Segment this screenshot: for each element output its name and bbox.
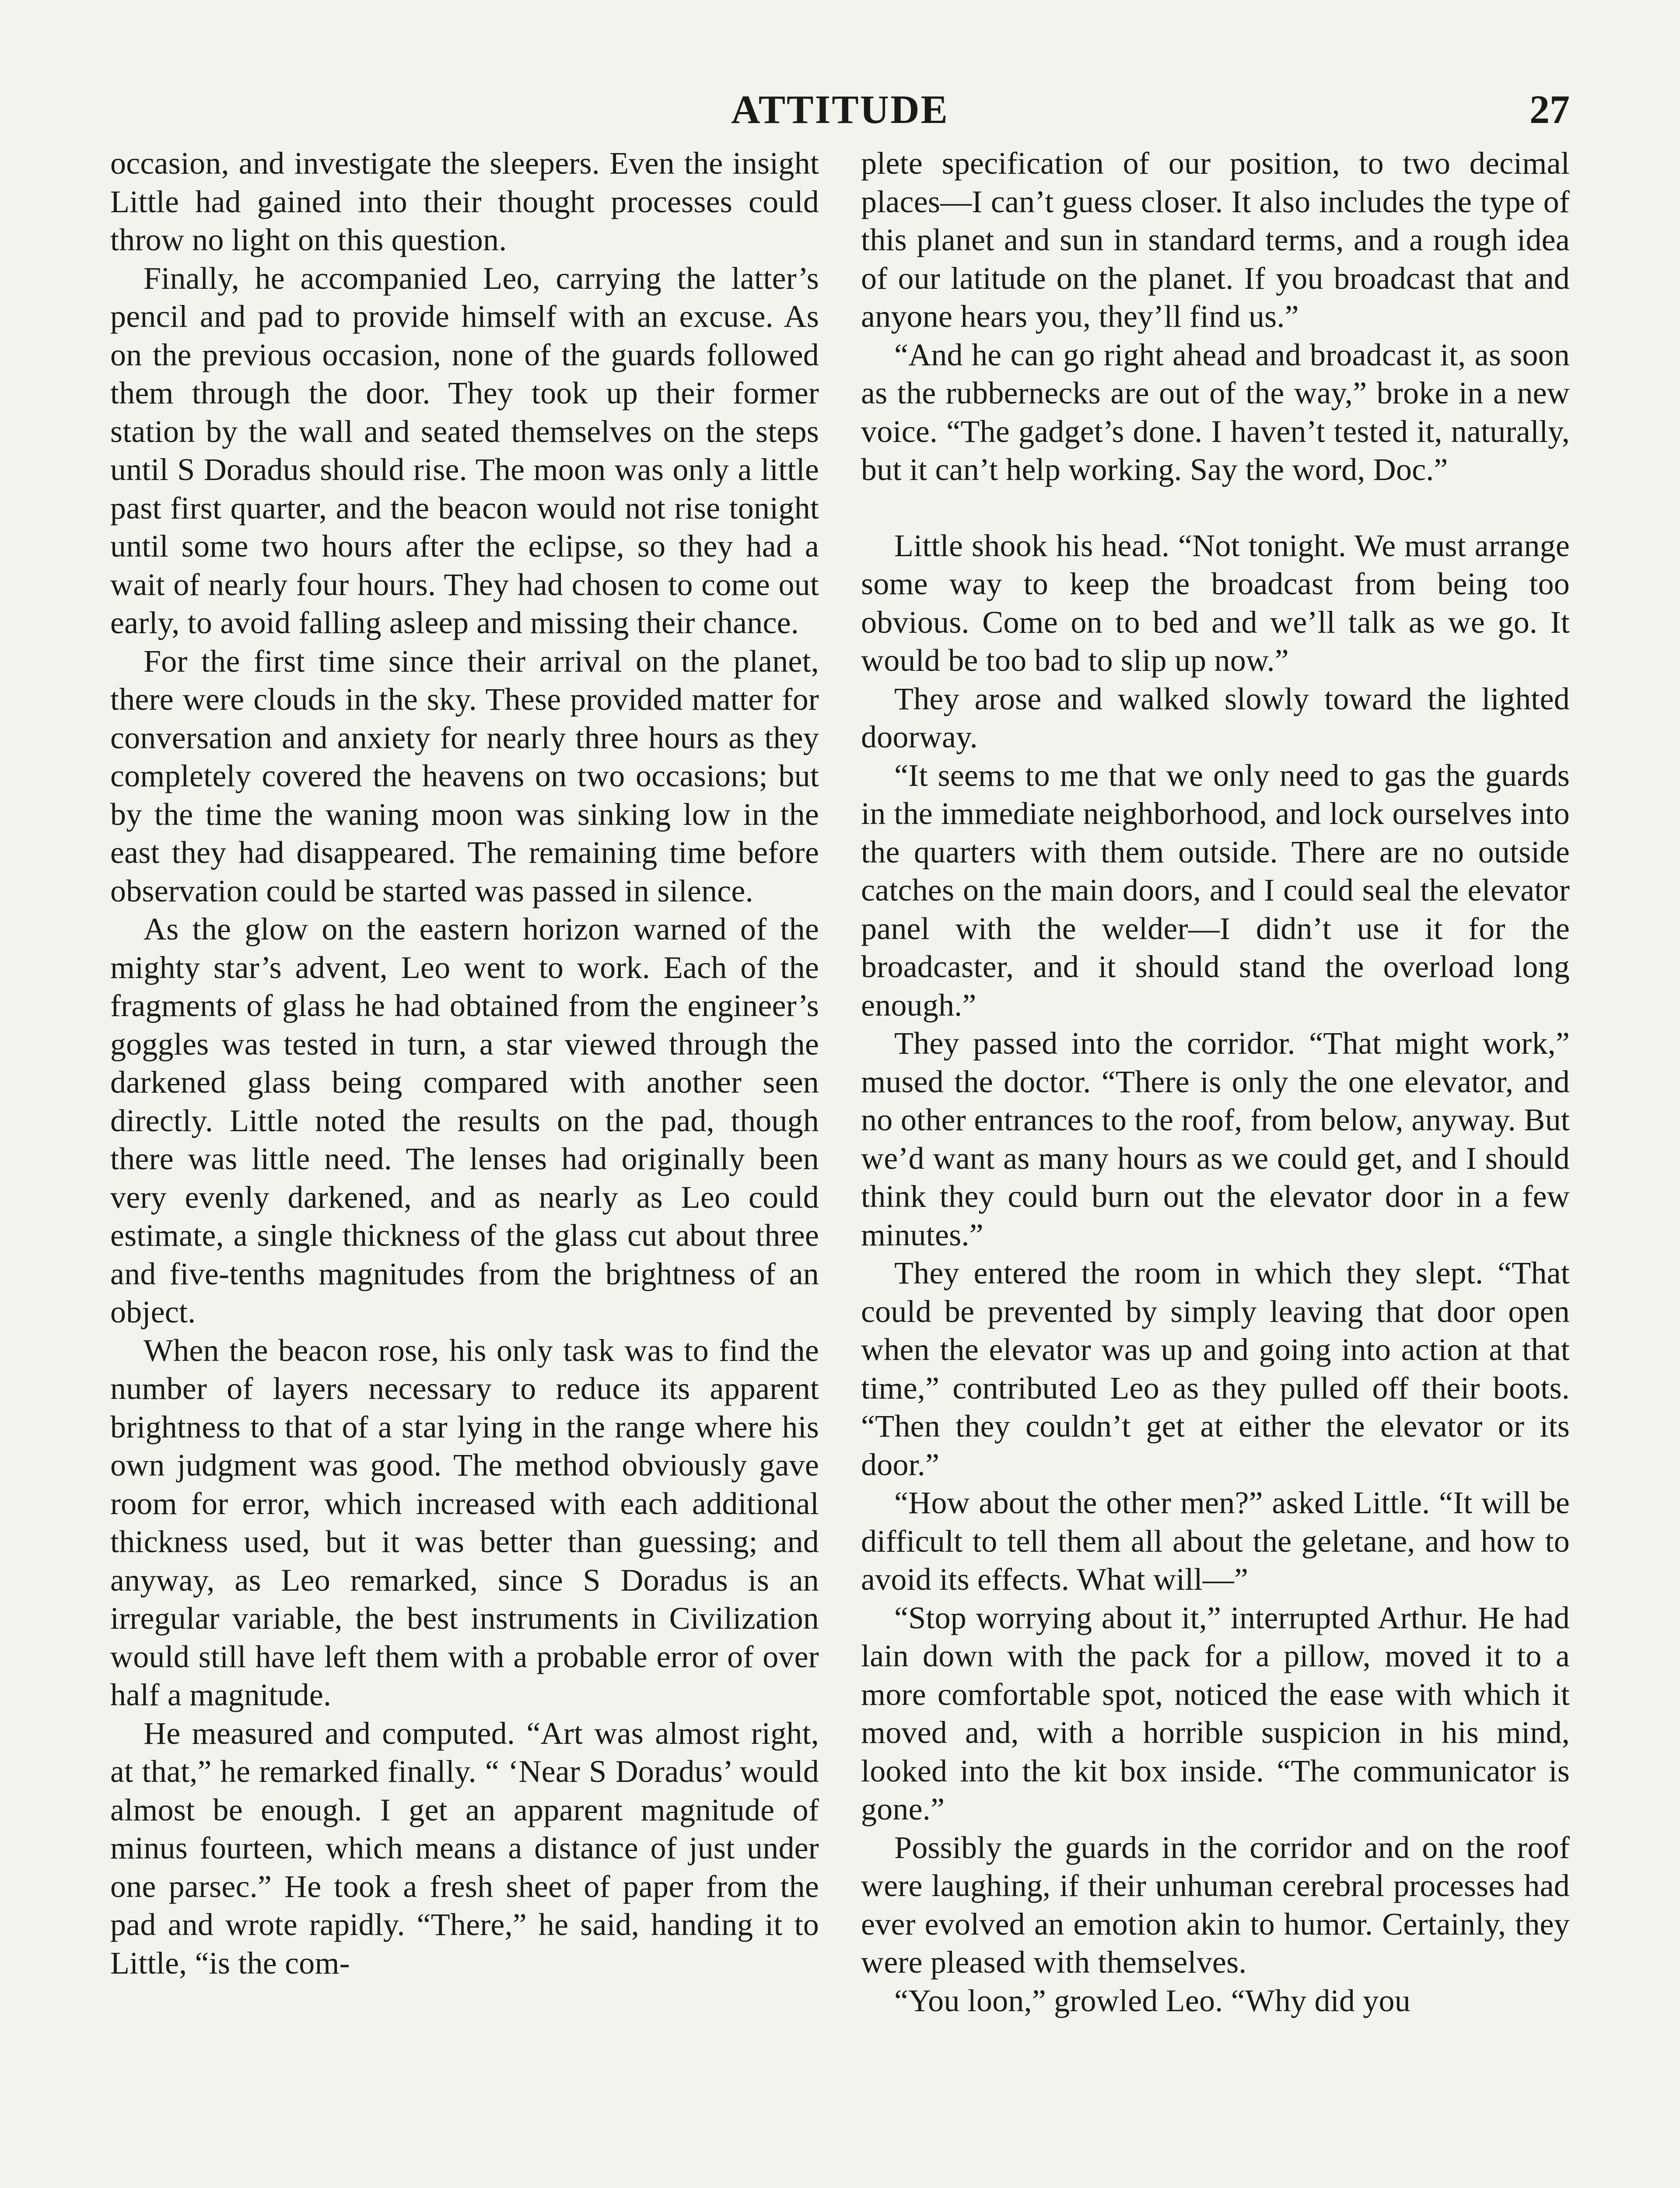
paragraph: They passed into the corridor. “That might work,” mused the doctor. “There is only the one elevator, and no other entrances to the roof, from below, anyway. But we’d want as many hours as we could get, and I should think they could burn out the elevator door in a few minutes.” xyxy=(861,1026,1570,1252)
running-title: ATTITUDE xyxy=(731,87,949,132)
paragraph: “It seems to me that we only need to gas the guards in the immediate neighborhood, and lock ourselves into the quarters with them outside. There are no outside catches on the main doors, and I could seal the elevator panel with the welder—I didn’t use it for the broadcaster, and it should stand the overload long enough.” xyxy=(861,757,1570,1023)
paragraph: They arose and walked slowly toward the lighted doorway. xyxy=(861,681,1570,754)
left-column xyxy=(110,144,819,2188)
paragraph: For the first time since their arrival on the planet, there were clouds in the sky. These provided matter for conversation and anxiety for nearly three hours as they completely covered the heavens on two occasions; but by the time the waning moon was sinking low in the east they had disappeared. The remaining time before observation could be started was passed in silence. xyxy=(110,643,819,908)
paragraph: occasion, and investigate the sleepers. Even the insight Little had gained into their thought processes could throw no light on this question. xyxy=(110,146,819,257)
paragraph: As the glow on the eastern horizon warned of the mighty star’s advent, Leo went to work. Each of the fragments of glass he had obtained from the engineer’s goggles was tested in turn, a star viewed through the darkened glass being compared with another seen directly. Little noted the results on the pad, though there was little need. The lenses had originally been very evenly darkened, and as nearly as Leo could estimate, a single thickness of the glass cut about three and five-tenths magnitudes from the brightness of an object. xyxy=(110,912,819,1329)
paragraph: “Stop worrying about it,” interrupted Arthur. He had lain down with the pack for a pillow, moved it to a more comfortable spot, noticed the ease with which it moved and, with a horrible suspicion in his mind, looked into the kit box inside. “The communicator is gone.” xyxy=(861,1600,1570,1827)
paragraph: “How about the other men?” asked Little. “It will be difficult to tell them all about the geletane, and how to avoid its effects. What will—” xyxy=(861,1485,1570,1597)
page-number: 27 xyxy=(1530,87,1570,132)
paragraph: Little shook his head. “Not tonight. We must arrange some way to keep the broadcast from being too obvious. Come on to bed and we’ll talk as we go. It would be too bad to slip up now.” xyxy=(861,528,1570,678)
paragraph: plete specification of our position, to two decimal places—I can’t guess closer. It also includes the type of this planet and sun in standard terms, and a rough idea of our latitude on the planet. If you broadcast that and anyone hears you, they’ll find us.” xyxy=(861,146,1570,334)
paragraph: “And he can go right ahead and broadcast it, as soon as the rubbernecks are out of the way,” broke in a new voice. “The gadget’s done. I haven’t tested it, naturally, but it can’t help working. Say the word, Doc.” xyxy=(861,337,1570,487)
paragraph: Possibly the guards in the corridor and on the roof were laughing, if their unhuman cerebral processes had ever evolved an emotion akin to humor. Certainly, they were pleased with themselves. xyxy=(861,1830,1570,1980)
paragraph: He measured and computed. “Art was almost right, at that,” he remarked finally. “ ‘Near S Doradus’ would almost be enough. I get an apparent magnitude of minus fourteen, which means a distance of just under one parsec.” He took a fresh sheet of paper from the pad and wrote rapidly. “There,” he said, handing it to Little, “is the com- xyxy=(110,1715,819,1981)
paragraph: They entered the room in which they slept. “That could be prevented by simply leaving that door open when the elevator was up and going into action at that time,” contributed Leo as they pulled off their boots. “Then they couldn’t get at either the elevator or its door.” xyxy=(861,1255,1570,1482)
page-header xyxy=(110,83,1570,136)
paragraph: “You loon,” growled Leo. “Why did you xyxy=(894,1983,1410,2018)
right-column xyxy=(861,144,1570,2188)
paragraph: Finally, he accompanied Leo, carrying the latter’s pencil and pad to provide himself with an excuse. As on the previous occasion, none of the guards followed them through the door. They took up their former station by the wall and seated themselves on the steps until S Doradus should rise. The moon was only a little past first quarter, and the beacon would not rise tonight until some two hours after the eclipse, so they had a wait of nearly four hours. They had chosen to come out early, to avoid falling asleep and missing their chance. xyxy=(110,260,819,640)
text-columns xyxy=(110,144,1570,2188)
paragraph: When the beacon rose, his only task was to find the number of layers necessary to reduce its apparent brightness to that of a star lying in the range where his own judgment was good. The method obviously gave room for error, which increased with each additional thickness used, but it was better than guessing; and anyway, as Leo remarked, since S Doradus is an irregular variable, the best instruments in Civilization would still have left them with a probable error of over half a magnitude. xyxy=(110,1332,819,1712)
